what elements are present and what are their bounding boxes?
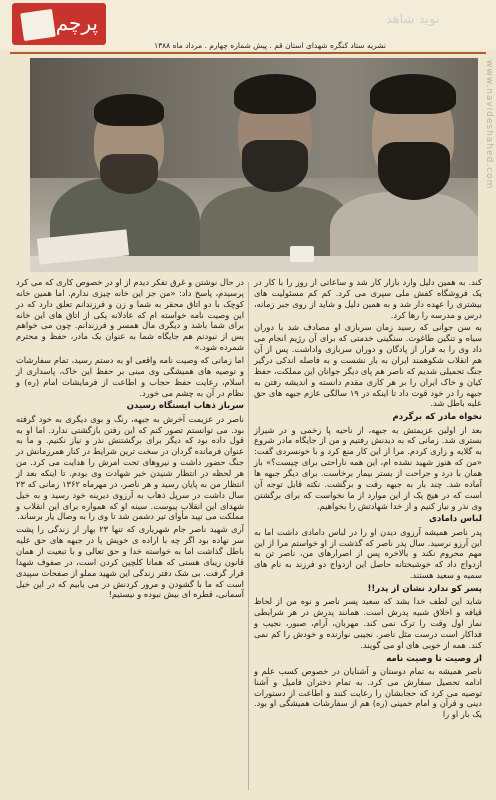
paragraph: پدر ناصر همیشه آرزوی دیدن او را در لباس دامادی داشت اما به این آرزو نرسید. سال پدر ناصر که گذشت از او خواستم مرا از این مهم محروم نکند و بالاخره پس از اصرارهای من، ناصر تن به ازدواج داد که خوشبختانه حاصل این ازدواج دو فرزند به نام های سمیه و سعید هستند. bbox=[254, 526, 482, 581]
issue-meta: نشریه ستاد کنگره شهدای استان قم . پیش شماره چهارم . مرداد ماه ۱۳۸۸ bbox=[154, 41, 386, 50]
paragraph: در حال نوشتن و غرق تفکر دیدم از او در خصوص کاری که می کرد پرسیدم، پاسخ داد: «من جز این خانه چیزی ندارم. اما همین خانه کوچک با دو اتاق محقر به شما و زن و فرزندانم تعلق دارد که در این وصیت نامه خواسته ام که عادلانه یکی از اتاق های این خانه برای شما باشد و دیگری مال همسر و فرزندانم. چون می خواهم پس از نبودنم هم جایگاه شما به عنوان یک مادر، حفظ و محترم شمرده شود.» bbox=[16, 277, 244, 353]
column-divider bbox=[248, 282, 249, 790]
site-name: نوید شاهد bbox=[386, 12, 440, 27]
photo-cup bbox=[290, 246, 314, 262]
side-watermark: www.navideshahed.com bbox=[484, 60, 494, 190]
paragraph: کند. به همین دلیل وارد بازار کار شد و ساعاتی از روز را با کار در یک فروشگاه کفش ملی سپری می کرد. کم کم مسئولیت های بیشتری را عهده دار شد و به همین دلیل و شاید از روی جبر زمانه، درس و مدرسه را رها کرد. bbox=[254, 277, 482, 320]
paragraph: بعد از اولین عزیمتش به جبهه، از ناحیه پا زخمی و در شیراز بستری شد. زمانی که به دیدنش رفتیم و من از جایگاه مادر شروع به گلایه و زاری کردم. مرا از این کار منع کرد و با خونسردی گفت: «من که هنوز شهید نشده ام، این همه ناراحتی برای چیست؟» باز همان با درد و جراحت از بستر بیمار برخاست. برای دیگر جبهه ها آماده شد. چند بار به جبهه رفت و برگشت. نکته قابل توجه آن است که در هیچ یک از این موارد از ما نخواست که برای برگشتن وی نذر و نیاز کنیم و از خدا شهادتش را بخواهیم. bbox=[254, 424, 482, 511]
section-heading: لباس دامادی bbox=[428, 514, 482, 525]
paragraph: آری شهید ناصر جام شهریاری که تنها ۲۳ بهار از زندگی را پشت سر نهاده بود اگر چه با اراده ی خویش پا در جبهه های حق علیه باطل گذاشت اما به خواسته خدا و حق تعالی و با تبعیت از همان قانون زیبای هستی که همانا کلچین کردن است، در صفوف شهدا قرار گرفت. بی شک دفتر زندگی این شهید مملو از صفحات سپیدی است که ما با گشودن و مرور کردنش در می یابیم که در این خیل آسمانی، قطره ای بیش نبوده و نیستیم! bbox=[16, 524, 244, 600]
section-heading: پسر کو ندارد نشان از پدر!! bbox=[367, 583, 482, 594]
paragraph: ناصر در عزیمت آخرش به جبهه، رنگ و بوی دیگری به خود گرفته بود. می توانستم تصور کنم که این رفتن بازگشتی ندارد. اما او به قول داده بود که دیگر برای برگشتنش نذر و نیاز نکنیم. و ما به عنوان فرمانده گردان در سخت ترین شرایط در کنار همرزمانش در جنگ حضور داشت و نیروهای تحت امرش را هدایت می کرد. من هر لحظه در انتظار شنیدن خبر شهادت وی بودم. تا اینکه بعد از انتظار من به پایان رسید و هر ناصر، در مهرماه ۱۳۶۲ زمانی که ۲۳ سال داشت در سرپل ذهاب به آرزوی دیرینه خود رسید و به خیل شهدای این انقلاب پیوست. سینه او که همواره برای این انقلاب و مملکت می تپید مأوای تیر دشمن شد تا وی را به وصال یار برساند. bbox=[16, 413, 244, 522]
logo-paper-shape bbox=[20, 9, 56, 41]
left-column bbox=[16, 277, 244, 602]
section-heading: سرباز ذهاب ایستگاه رسیدن bbox=[126, 401, 244, 412]
paragraph: اما زمانی که وصیت نامه واقعی او به دستم رسید، تمام سفارشات و توصیه های همیشگی وی مبنی بر حفظ این خاک، پاسداری از اسلام، رعایت حفظ حجاب و اطاعت از فرمایشات امام (ره) و نظام در آن به چشم می خورد. bbox=[16, 355, 244, 398]
section-heading: از وصیت تا وصیت نامه bbox=[386, 653, 482, 664]
header-rule bbox=[10, 52, 486, 54]
group-photo bbox=[30, 58, 478, 272]
logo-text: پرچم bbox=[55, 11, 98, 35]
paragraph: شاید این لطف خدا بشد که سعید پسر ناصر و نوه من از لحاظ قیافه و اخلاق شبیه پدرش است. همانند پدرش در هر شرایطی نماز اول وقت را ترک نمی کند. مهربان، آرام، صبور، نجیب و فداکار است درست مثل ناصر. نجیبی نوازنده و خودش را کم نمی کند. همه از خوبی های او می گویند. bbox=[254, 596, 482, 650]
paragraph: به سن جوانی که رسید زمان سربازی او مصادف شد با دوران سیاه و تنگین طاغوت. سنگینی خدمتی که برای آن رژیم انجام می داد وی را به فرار از پادگان و دوران سربازی واداشت. پس از آن هم انقلاب شکوهمند ایران به بار نشست و به فاصله اندکی درگیر جنگ تحمیلی شدیم که ناصر هم پای دیگر جوانان این مملکت، حفظ کیان و خاک ایران را بر هر کاری مقدم دانسته و اندیشه رفتن به جبهه را در خود قوت داد تا اینکه در ۱۹ سالگی عازم جبهه های حق علیه باطل شد. bbox=[254, 322, 482, 409]
paragraph: ناصر همیشه به تمام دوستان و آشنایان در خصوص کسب علم و ادامه تحصیل سفارش می کرد. به تمام دختران فامیل و آشنا توصیه می کرد که حجابشان را رعایت کنند و اطاعت از دستورات دینی و قرآن و امام خمینی (ره) هم از سفارشات همیشگی او بود. یک بار او را bbox=[254, 665, 482, 720]
right-column bbox=[254, 277, 482, 722]
magazine-logo bbox=[12, 3, 106, 45]
section-heading: نخواه مادر که برگردم bbox=[392, 412, 482, 423]
